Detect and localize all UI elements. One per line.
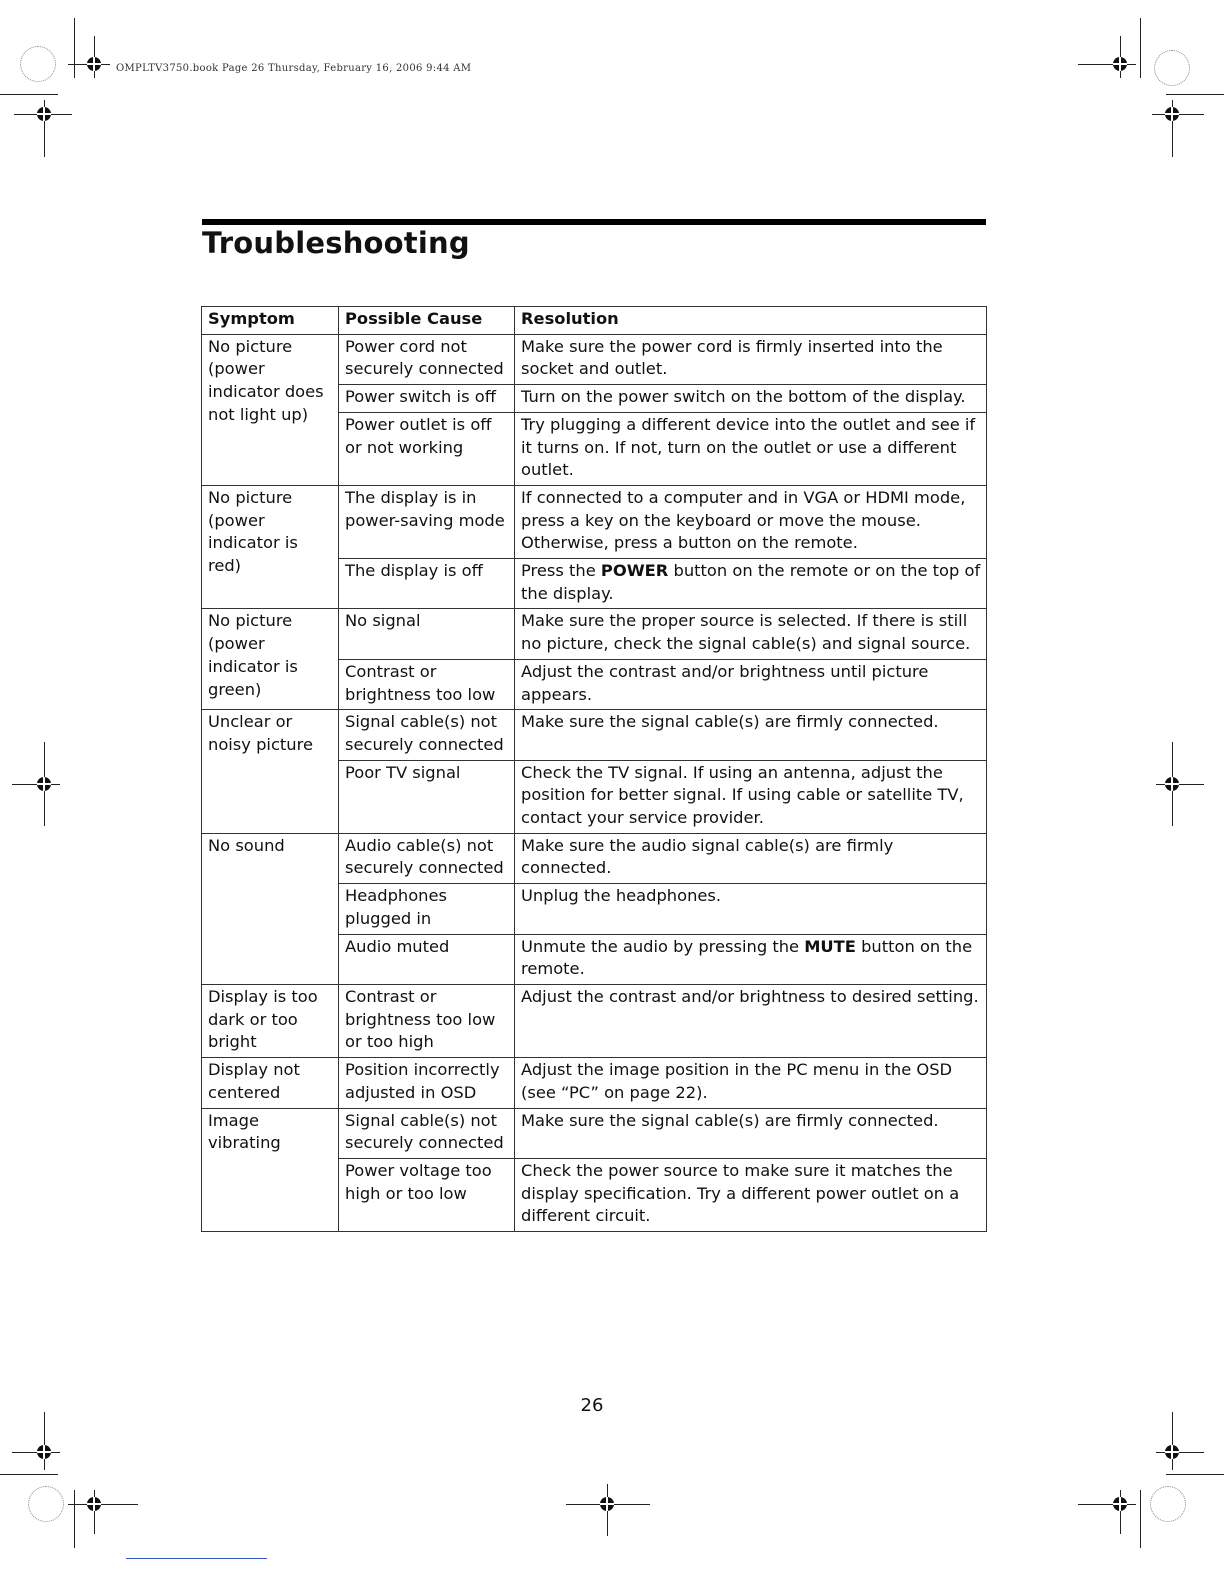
cause-cell: Signal cable(s) not securely connected <box>339 710 515 760</box>
cause-cell: Poor TV signal <box>339 760 515 833</box>
table-row <box>202 710 987 760</box>
table-row <box>202 833 987 883</box>
page-title: Troubleshooting <box>202 226 470 260</box>
cause-cell: Signal cable(s) not securely connected <box>339 1108 515 1158</box>
registration-mark-icon <box>87 57 101 71</box>
cause-cell: Power voltage too high or too low <box>339 1158 515 1231</box>
resolution-text: button on the remote or on the top of the display. <box>521 561 981 603</box>
registration-mark-icon <box>37 777 51 791</box>
symptom-cell: No picture (power indicator is green) <box>202 609 339 710</box>
resolution-cell: Turn on the power switch on the bottom of the display. <box>515 385 987 413</box>
column-header-symptom: Symptom <box>202 307 339 335</box>
symptom-cell: No picture (power indicator does not light up) <box>202 334 339 485</box>
resolution-cell: Adjust the image position in the PC menu in the OSD (see “PC” on page 22). <box>515 1058 987 1108</box>
mute-key-label: MUTE <box>804 936 856 956</box>
cause-cell: Headphones plugged in <box>339 884 515 934</box>
resolution-cell: Make sure the proper source is selected. If there is still no picture, check the signal cable(s) and signal source. <box>515 609 987 659</box>
symptom-cell: Display is too dark or too bright <box>202 984 339 1057</box>
table-row <box>202 1108 987 1158</box>
table-header-row <box>202 307 987 335</box>
resolution-cell: Make sure the signal cable(s) are firmly connected. <box>515 1108 987 1158</box>
symptom-cell: No sound <box>202 833 339 984</box>
column-header-possible-cause: Possible Cause <box>339 307 515 335</box>
footer-link-underline <box>126 1558 267 1559</box>
symptom-cell: Unclear or noisy picture <box>202 710 339 834</box>
resolution-cell <box>515 559 987 609</box>
registration-mark-icon <box>1165 777 1179 791</box>
registration-mark-icon <box>600 1497 614 1511</box>
cause-cell: The display is off <box>339 559 515 609</box>
troubleshooting-table <box>201 306 987 1232</box>
resolution-cell: Adjust the contrast and/or brightness to desired setting. <box>515 984 987 1057</box>
cause-cell: Power cord not securely connected <box>339 334 515 384</box>
resolution-cell: Check the TV signal. If using an antenna, adjust the position for better signal. If using cable or satellite TV, contact your service provider. <box>515 760 987 833</box>
cause-cell: Audio cable(s) not securely connected <box>339 833 515 883</box>
symptom-cell: No picture (power indicator is red) <box>202 485 339 609</box>
cause-cell: Audio muted <box>339 934 515 984</box>
resolution-text: Unmute the audio by pressing the <box>521 936 805 956</box>
resolution-cell: Make sure the power cord is firmly inserted into the socket and outlet. <box>515 334 987 384</box>
table-row <box>202 1058 987 1108</box>
table-row <box>202 334 987 384</box>
table-row <box>202 485 987 558</box>
registration-mark-icon <box>1165 107 1179 121</box>
print-slug: OMPLTV3750.book Page 26 Thursday, February 16, 2006 9:44 AM <box>116 63 472 74</box>
color-bar-icon <box>20 46 56 82</box>
cause-cell: Power outlet is off or not working <box>339 412 515 485</box>
resolution-cell <box>515 934 987 984</box>
symptom-cell: Image vibrating <box>202 1108 339 1232</box>
resolution-text: Press the <box>521 561 601 581</box>
resolution-cell: Make sure the audio signal cable(s) are firmly connected. <box>515 833 987 883</box>
resolution-cell: Try plugging a different device into the outlet and see if it turns on. If not, turn on the outlet or use a different outlet. <box>515 412 987 485</box>
resolution-cell: Make sure the signal cable(s) are firmly connected. <box>515 710 987 760</box>
cause-cell: The display is in power-saving mode <box>339 485 515 558</box>
color-bar-icon <box>1150 1486 1186 1522</box>
color-bar-icon <box>28 1486 64 1522</box>
resolution-cell: Unplug the headphones. <box>515 884 987 934</box>
resolution-cell: If connected to a computer and in VGA or HDMI mode, press a key on the keyboard or move the mouse. Otherwise, press a button on the remote. <box>515 485 987 558</box>
color-bar-icon <box>1154 50 1190 86</box>
registration-mark-icon <box>37 1445 51 1459</box>
title-rule <box>202 219 986 225</box>
cause-cell: Power switch is off <box>339 385 515 413</box>
symptom-cell: Display not centered <box>202 1058 339 1108</box>
power-key-label: POWER <box>600 561 669 581</box>
cause-cell: Contrast or brightness too low or too high <box>339 984 515 1057</box>
table-row <box>202 984 987 1057</box>
resolution-cell: Check the power source to make sure it matches the display specification. Try a different power outlet on a different circuit. <box>515 1158 987 1231</box>
resolution-text: button on the remote. <box>521 936 973 979</box>
registration-mark-icon <box>87 1497 101 1511</box>
registration-mark-icon <box>1113 57 1127 71</box>
cause-cell: No signal <box>339 609 515 659</box>
registration-mark-icon <box>1113 1497 1127 1511</box>
table-row <box>202 609 987 659</box>
page-number: 26 <box>580 1395 604 1416</box>
registration-mark-icon <box>37 107 51 121</box>
cause-cell: Position incorrectly adjusted in OSD <box>339 1058 515 1108</box>
registration-mark-icon <box>1165 1445 1179 1459</box>
resolution-cell: Adjust the contrast and/or brightness until picture appears. <box>515 659 987 709</box>
cause-cell: Contrast or brightness too low <box>339 659 515 709</box>
column-header-resolution: Resolution <box>515 307 987 335</box>
